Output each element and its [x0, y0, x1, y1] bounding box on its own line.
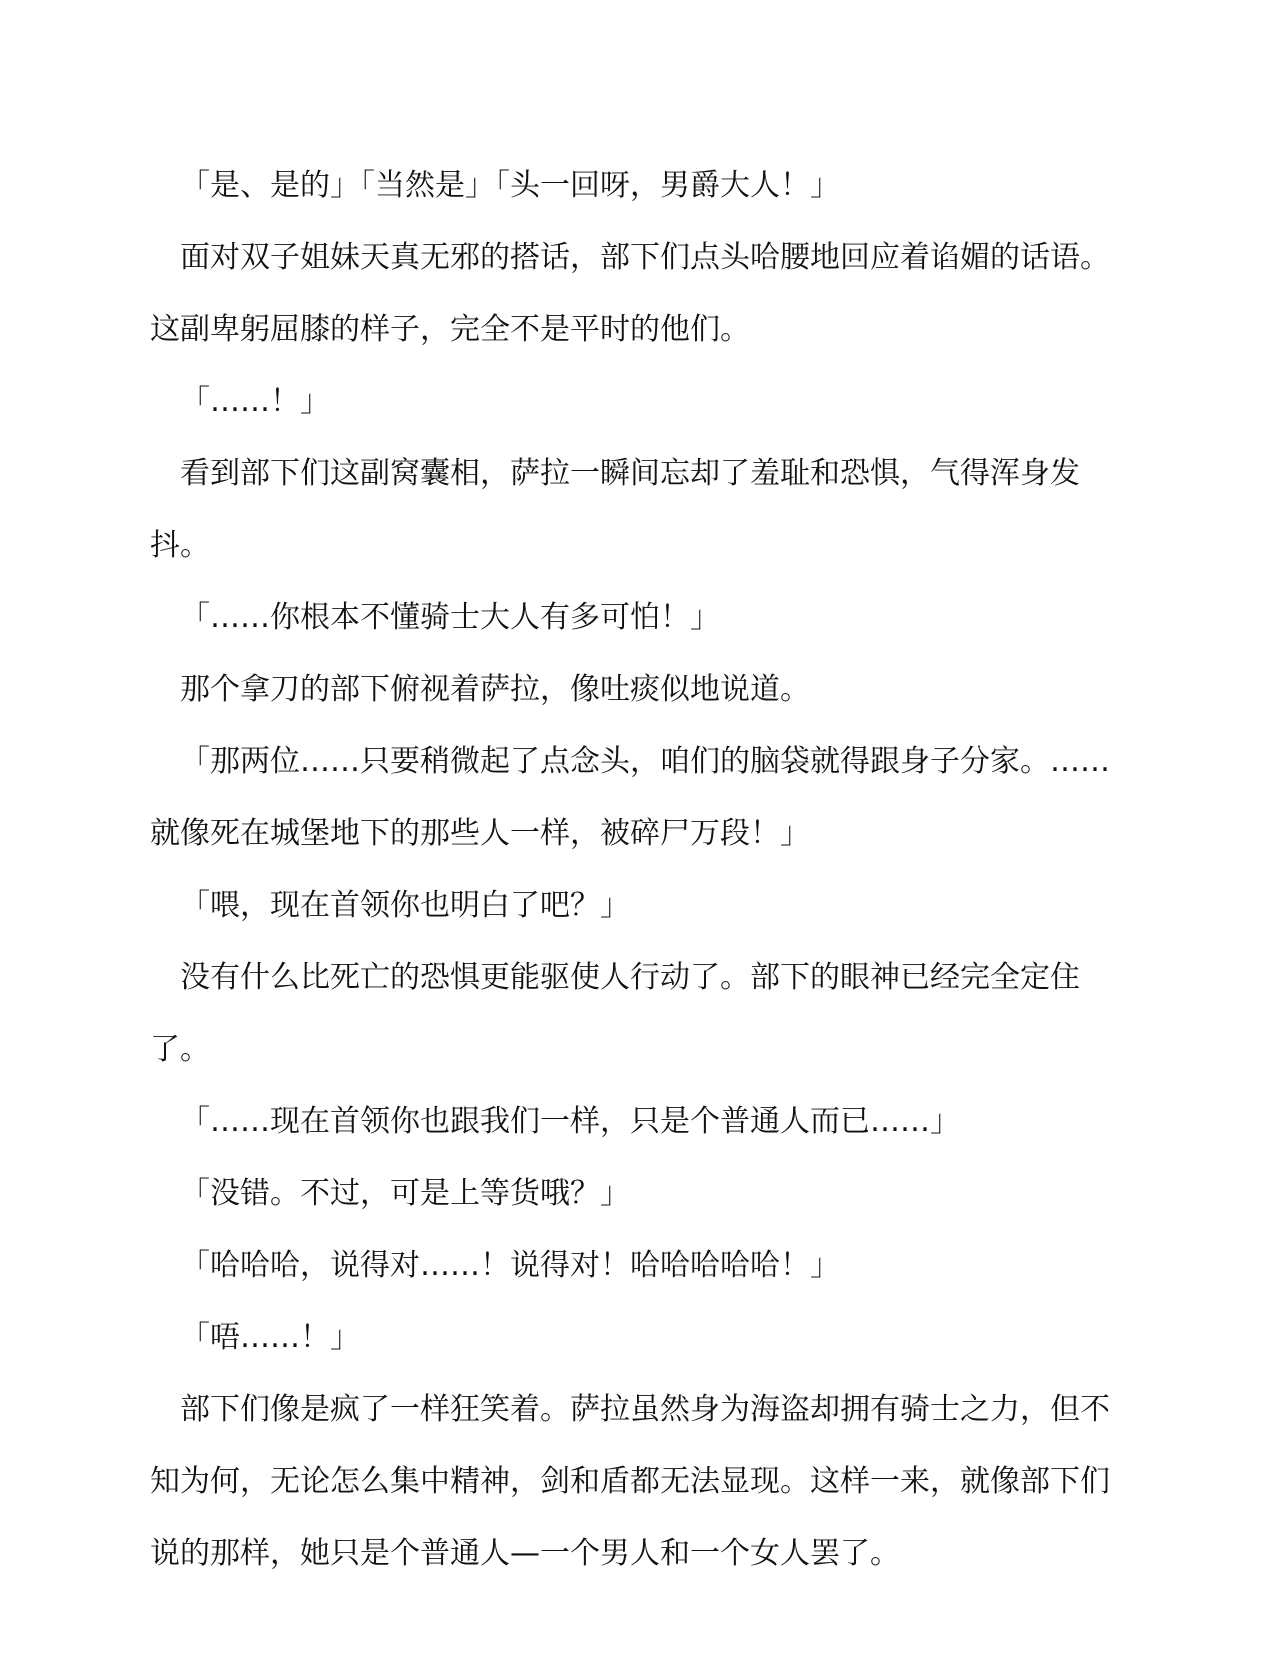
paragraph-13: 「唔……！」: [180, 1320, 360, 1355]
document-body: [150, 150, 1130, 1590]
paragraph-3: 「……！」: [180, 384, 330, 419]
paragraph-8: 「喂，现在首领你也明白了吧？」: [180, 888, 630, 923]
paragraph-5: 「……你根本不懂骑士大人有多可怕！」: [180, 600, 720, 635]
paragraph-11: 「没错。不过，可是上等货哦？」: [180, 1176, 630, 1211]
paragraph-4: 看到部下们这副窝囊相，萨拉一瞬间忘却了羞耻和恐惧，气得浑身发抖。: [150, 456, 1080, 563]
paragraph-1: 「是、是的」「当然是」「头一回呀，男爵大人！」: [180, 168, 840, 203]
paragraph-12: 「哈哈哈，说得对……！说得对！哈哈哈哈哈！」: [180, 1248, 840, 1283]
paragraph-14: 部下们像是疯了一样狂笑着。萨拉虽然身为海盗却拥有骑士之力，但不知为何，无论怎么集中精神，剑和盾都无法显现。这样一来，就像部下们说的那样，她只是个普通人—一个男人和一个女人罢了。: [150, 1392, 1110, 1571]
paragraph-7: 「那两位……只要稍微起了点念头，咱们的脑袋就得跟身子分家。……就像死在城堡地下的那些人一样，被碎尸万段！」: [150, 744, 1110, 851]
paragraph-2: 面对双子姐妹天真无邪的搭话，部下们点头哈腰地回应着谄媚的话语。这副卑躬屈膝的样子，完全不是平时的他们。: [150, 240, 1110, 347]
paragraph-6: 那个拿刀的部下俯视着萨拉，像吐痰似地说道。: [180, 672, 810, 707]
paragraph-9: 没有什么比死亡的恐惧更能驱使人行动了。部下的眼神已经完全定住了。: [150, 960, 1080, 1067]
paragraph-10: 「……现在首领你也跟我们一样，只是个普通人而已……」: [180, 1104, 960, 1139]
